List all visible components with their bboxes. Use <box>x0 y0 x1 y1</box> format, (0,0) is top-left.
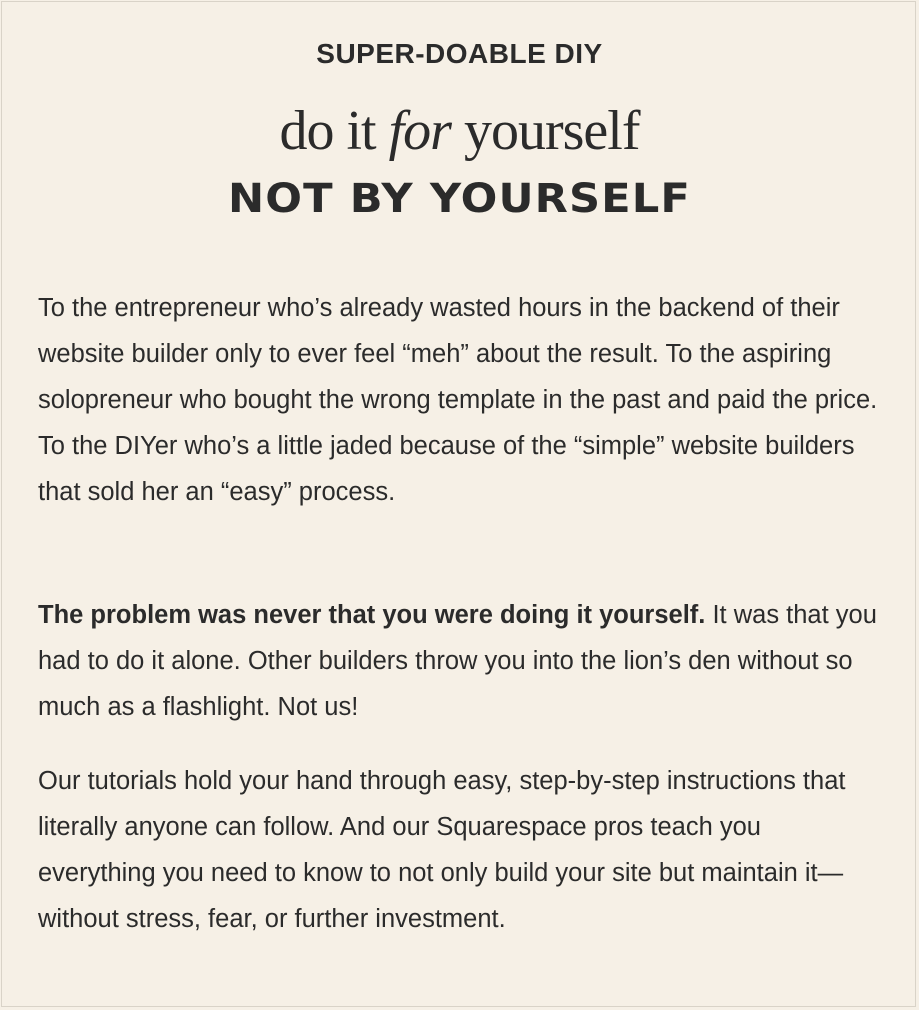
script-title-part2: yourself <box>450 100 640 162</box>
script-title <box>0 96 919 166</box>
script-title-emphasis: for <box>388 100 451 162</box>
problem-paragraph-bold: The problem was never that you were doing it yourself. <box>38 601 706 629</box>
tutorials-paragraph: Our tutorials hold your hand through easy, step-by-step instructions that literally anyone can follow. And our Squarespace pros teach you everything you need to know to not only build your site but maintain it—without stress, fear, or further investment. <box>38 767 846 933</box>
problem-paragraph-rest: It was that you had to do it alone. Other builders throw you into the lion’s den without so much as a flashlight. Not us! <box>38 601 877 721</box>
intro-paragraph: To the entrepreneur who’s already wasted hours in the backend of their website builder only to ever feel “meh” about the result. To the aspiring solopreneur who bought the wrong template in the past and paid the price. To the DIYer who’s a little jaded because of the “simple” website builders that sold her an “easy” process. <box>38 294 878 506</box>
problem-paragraph <box>38 592 878 730</box>
page-title: NOT BY YOURSELF <box>228 176 691 222</box>
script-title-part1: do it <box>279 100 389 162</box>
eyebrow-label: SUPER-DOABLE DIY <box>316 38 603 69</box>
